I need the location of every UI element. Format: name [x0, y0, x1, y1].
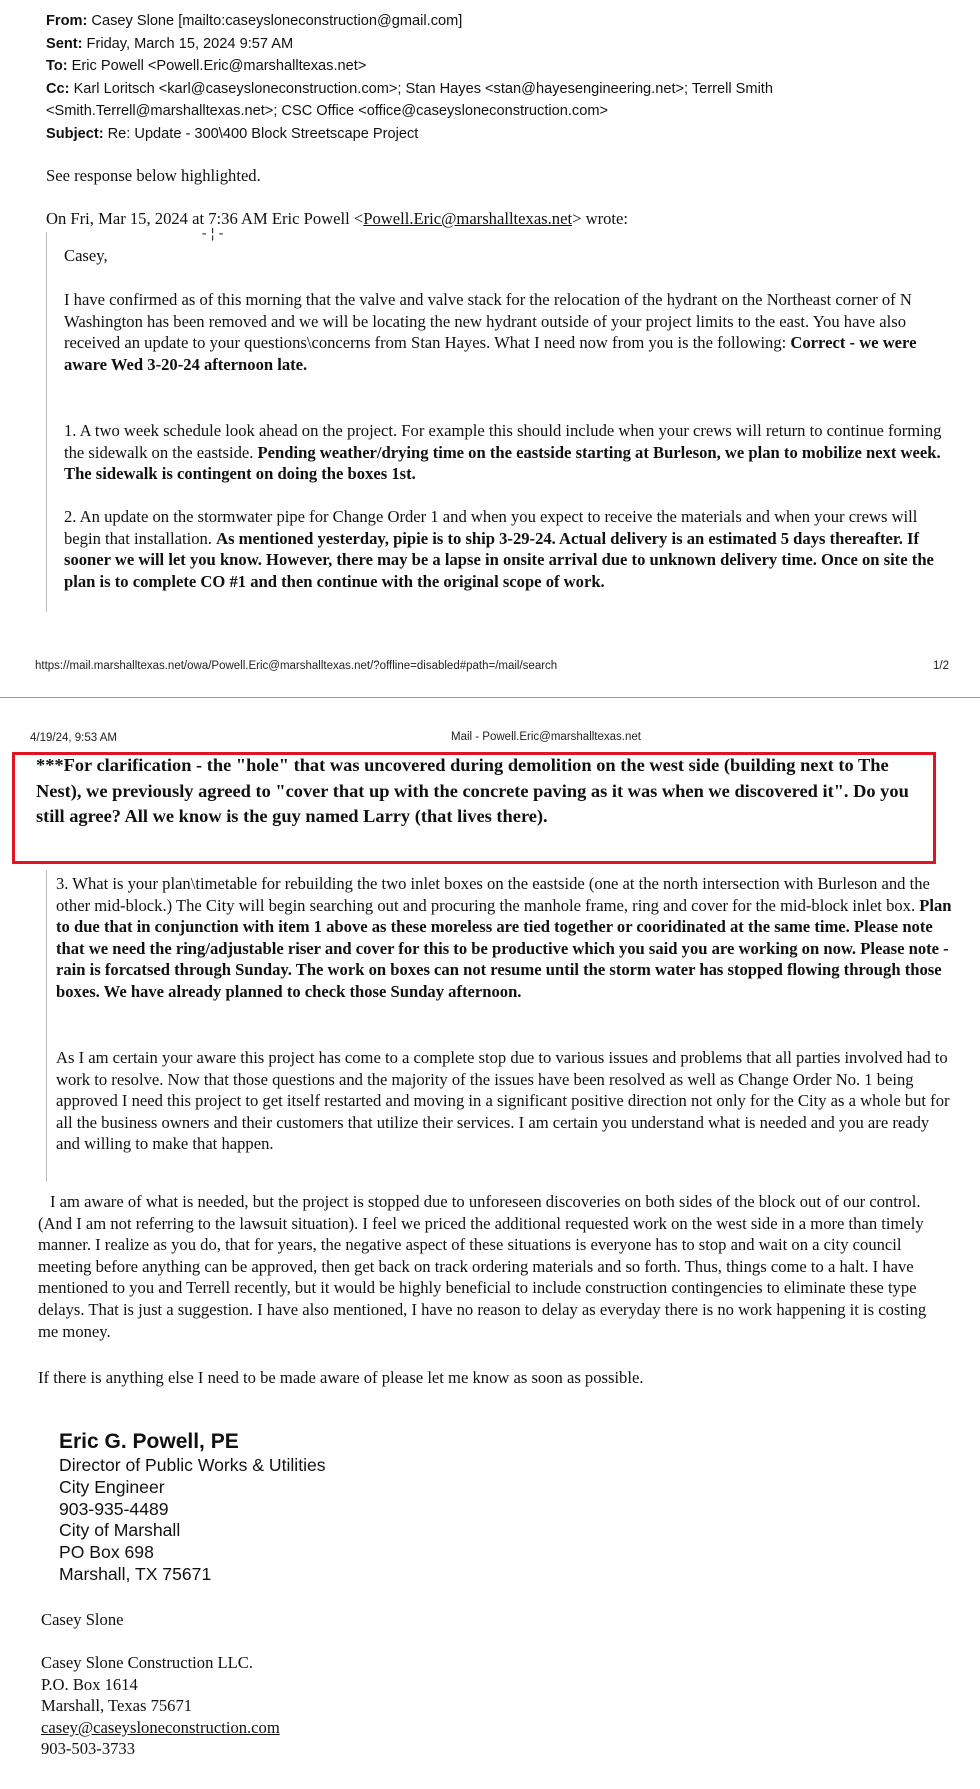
powell-city: Marshall, TX 75671: [59, 1563, 212, 1584]
email-header: [46, 10, 946, 145]
intro-text: See response below highlighted.: [46, 166, 261, 185]
item-3: 3. What is your plan\timetable for rebuilding the two inlet boxes on the eastside (one at the north intersection with Burleson and the other mid-block.) The City will begin searching out and procuring the manhole frame, ring and cover for the mid-block inlet box. Plan to due that in conjunction with item 1 above as these moreless are tied together or cooridinated at the same time. Please note that we need the ring/adjustable riser and cover for this to be productive which you said you are working on now. Please note - rain is forcatsed through Sunday. The work on boxes can not resume until the storm water has stopped flowing through those boxes. We have already planned to check those Sunday afternoon.: [56, 874, 952, 1001]
sent-line: Sent: Friday, March 15, 2024 9:57 AM: [46, 35, 294, 52]
cc-line-2: <Smith.Terrell@marshalltexas.net>; CSC Office <office@caseysloneconstruction.com>: [46, 103, 609, 119]
highlight-text: ***For clarification - the "hole" that was uncovered during demolition on the west side (building next to The Nest), we previously agreed to "cover that up with the concrete paving as it was when we discovered it". Do you still agree? All we know is the guy named Larry (that lives there).: [36, 755, 909, 826]
cc-line: Cc: Karl Loritsch <karl@caseysloneconstruction.com>; Stan Hayes <stan@hayesengineering.net>; Terrell Smith: [46, 80, 773, 97]
quote-bar-2: [46, 870, 47, 1182]
page2-timestamp: 4/19/24, 9:53 AM: [30, 732, 117, 744]
quote-bar: [46, 232, 47, 612]
reply-paragraph: I am aware of what is needed, but the project is stopped due to unforeseen discoveries on both sides of the block out of our control. (And I am not referring to the lawsuit situation). I feel we priced the additional requested work on the west side in a more than timely manner. I realize as you do, that for years, the negative aspect of these situations is everyone has to stop and wait on a city council meeting before anything can be approved, then get back on track ordering materials and so forth. Thus, things come to a halt. I have mentioned to you and Terrell recently, but it would be highly beneficial to include construction contingencies to eliminate these type delays. That is just a suggestion. I have also mentioned, I have no reason to delay as everyday there is no work happening it is costing me money.: [38, 1192, 927, 1341]
response-1: Correct - we were aware Wed 3-20-24 afternoon late.: [64, 333, 917, 374]
powell-po-box: PO Box 698: [59, 1542, 154, 1563]
item-3-response: Plan to due that in conjunction with item 1 above as these moreless are tied together or cooridinated at the same time. Please note that we need the ring/adjustable riser and cover for this to be productive which you said you are working on now. Please note - rain is forcatsed through Sunday. The work on boxes can not resume until the storm water has stopped flowing through those boxes. We have already planned to check those Sunday afternoon.: [56, 895, 952, 1001]
slone-po-box: P.O. Box 1614: [41, 1674, 138, 1694]
slone-name: Casey Slone: [41, 1610, 124, 1629]
signature-slone: [41, 1652, 280, 1760]
to-line: To: Eric Powell <Powell.Eric@marshalltexas.net>: [46, 58, 367, 74]
signature-powell: [59, 1428, 326, 1586]
slone-company: Casey Slone Construction LLC.: [41, 1653, 254, 1672]
to-value: Eric Powell <Powell.Eric@marshalltexas.net>: [71, 58, 367, 74]
wrote-line: On Fri, Mar 15, 2024 at 7:36 AM Eric Powell <Powell.Eric@marshalltexas.net> wrote:: [46, 209, 628, 228]
paragraph-1: I have confirmed as of this morning that the valve and valve stack for the relocation of the hydrant on the Northeast corner of N Washington has been removed and we will be locating the new hydrant outside of your project limits to the east. You have also received an update to your questions\concerns from Stan Hayes. What I need now from you is the following: Correct - we were aware Wed 3-20-24 afternoon late.: [64, 290, 917, 374]
item-1: 1. A two week schedule look ahead on the project. For example this should include when your crews will return to continue forming the sidewalk on the eastside. Pending weather/drying time on the eastside starting at Burleson, we plan to mobilize next week. The sidewalk is contingent on doing the boxes 1st.: [64, 421, 942, 484]
cursor-icon: -¦-: [200, 226, 226, 242]
item-2: 2. An update on the stormwater pipe for Change Order 1 and when you expect to receive the materials and when your crews will begin that installation. As mentioned yesterday, pipie is to ship 3-29-24. Actual delivery is an estimated 5 days thereafter. If sooner we will let you know. However, there may be a lapse in onsite arrival due to unknown delivery time. Once on site the plan is to complete CO #1 and then continue with the original scope of work.: [64, 507, 934, 591]
cc-value-line1: Karl Loritsch <karl@caseysloneconstruction.com>; Stan Hayes <stan@hayesengineering.net>; Terrell Smith: [73, 80, 773, 97]
subject-value: Re: Update - 300\400 Block Streetscape Project: [107, 125, 419, 142]
subject-line: Subject: Re: Update - 300\400 Block Streetscape Project: [46, 125, 419, 142]
powell-title1: Director of Public Works & Utilities: [59, 1455, 326, 1475]
sent-value: Friday, March 15, 2024 9:57 AM: [86, 35, 294, 52]
from-line: From: Casey Slone [mailto:caseysloneconstruction@gmail.com]: [46, 13, 463, 29]
page-divider: [0, 697, 980, 698]
page-footer-url: https://mail.marshalltexas.net/owa/Powell.Eric@marshalltexas.net/?offline=disabled#path=/mail/search: [35, 660, 558, 672]
item-2-response: As mentioned yesterday, pipie is to ship 3-29-24. Actual delivery is an estimated 5 days thereafter. If sooner we will let you know. However, there may be a lapse in onsite arrival due to unknown delivery time. Once on site the plan is to complete CO #1 and then continue with the original scope of work.: [64, 528, 934, 591]
page-number: 1/2: [933, 660, 949, 672]
powell-name: Eric G. Powell, PE: [59, 1430, 239, 1453]
slone-city: Marshall, Texas 75671: [41, 1696, 193, 1716]
powell-org: City of Marshall: [59, 1520, 181, 1541]
slone-phone: 903-503-3733: [41, 1739, 136, 1759]
item-1-response: Pending weather/drying time on the eastside starting at Burleson, we plan to mobilize next week. The sidewalk is contingent on doing the boxes 1st.: [64, 442, 941, 484]
greeting: Casey,: [64, 246, 108, 265]
page2-title: Mail - Powell.Eric@marshalltexas.net: [451, 731, 641, 743]
powell-phone: 903-935-4489: [59, 1498, 169, 1519]
from-value: Casey Slone [mailto:caseysloneconstruction@gmail.com]: [91, 13, 463, 29]
quoted-email-link[interactable]: Powell.Eric@marshalltexas.net: [363, 209, 573, 228]
paragraph-stop: As I am certain your aware this project has come to a complete stop due to various issues and problems that all parties involved had to work to resolve. Now that those questions and the majority of the issues have been resolved as well as Change Order No. 1 being approved I need this project to get itself restarted and moving in a significant positive direction not only for the City as a whole but for all the business owners and their customers that utilize their services. I am certain you understand what is needed and you are ready and willing to make that happen.: [56, 1048, 950, 1154]
closing-line: If there is anything else I need to be made aware of please let me know as soon as possible.: [38, 1368, 644, 1387]
slone-email-link[interactable]: casey@caseysloneconstruction.com: [41, 1717, 280, 1737]
powell-title2: City Engineer: [59, 1476, 165, 1497]
